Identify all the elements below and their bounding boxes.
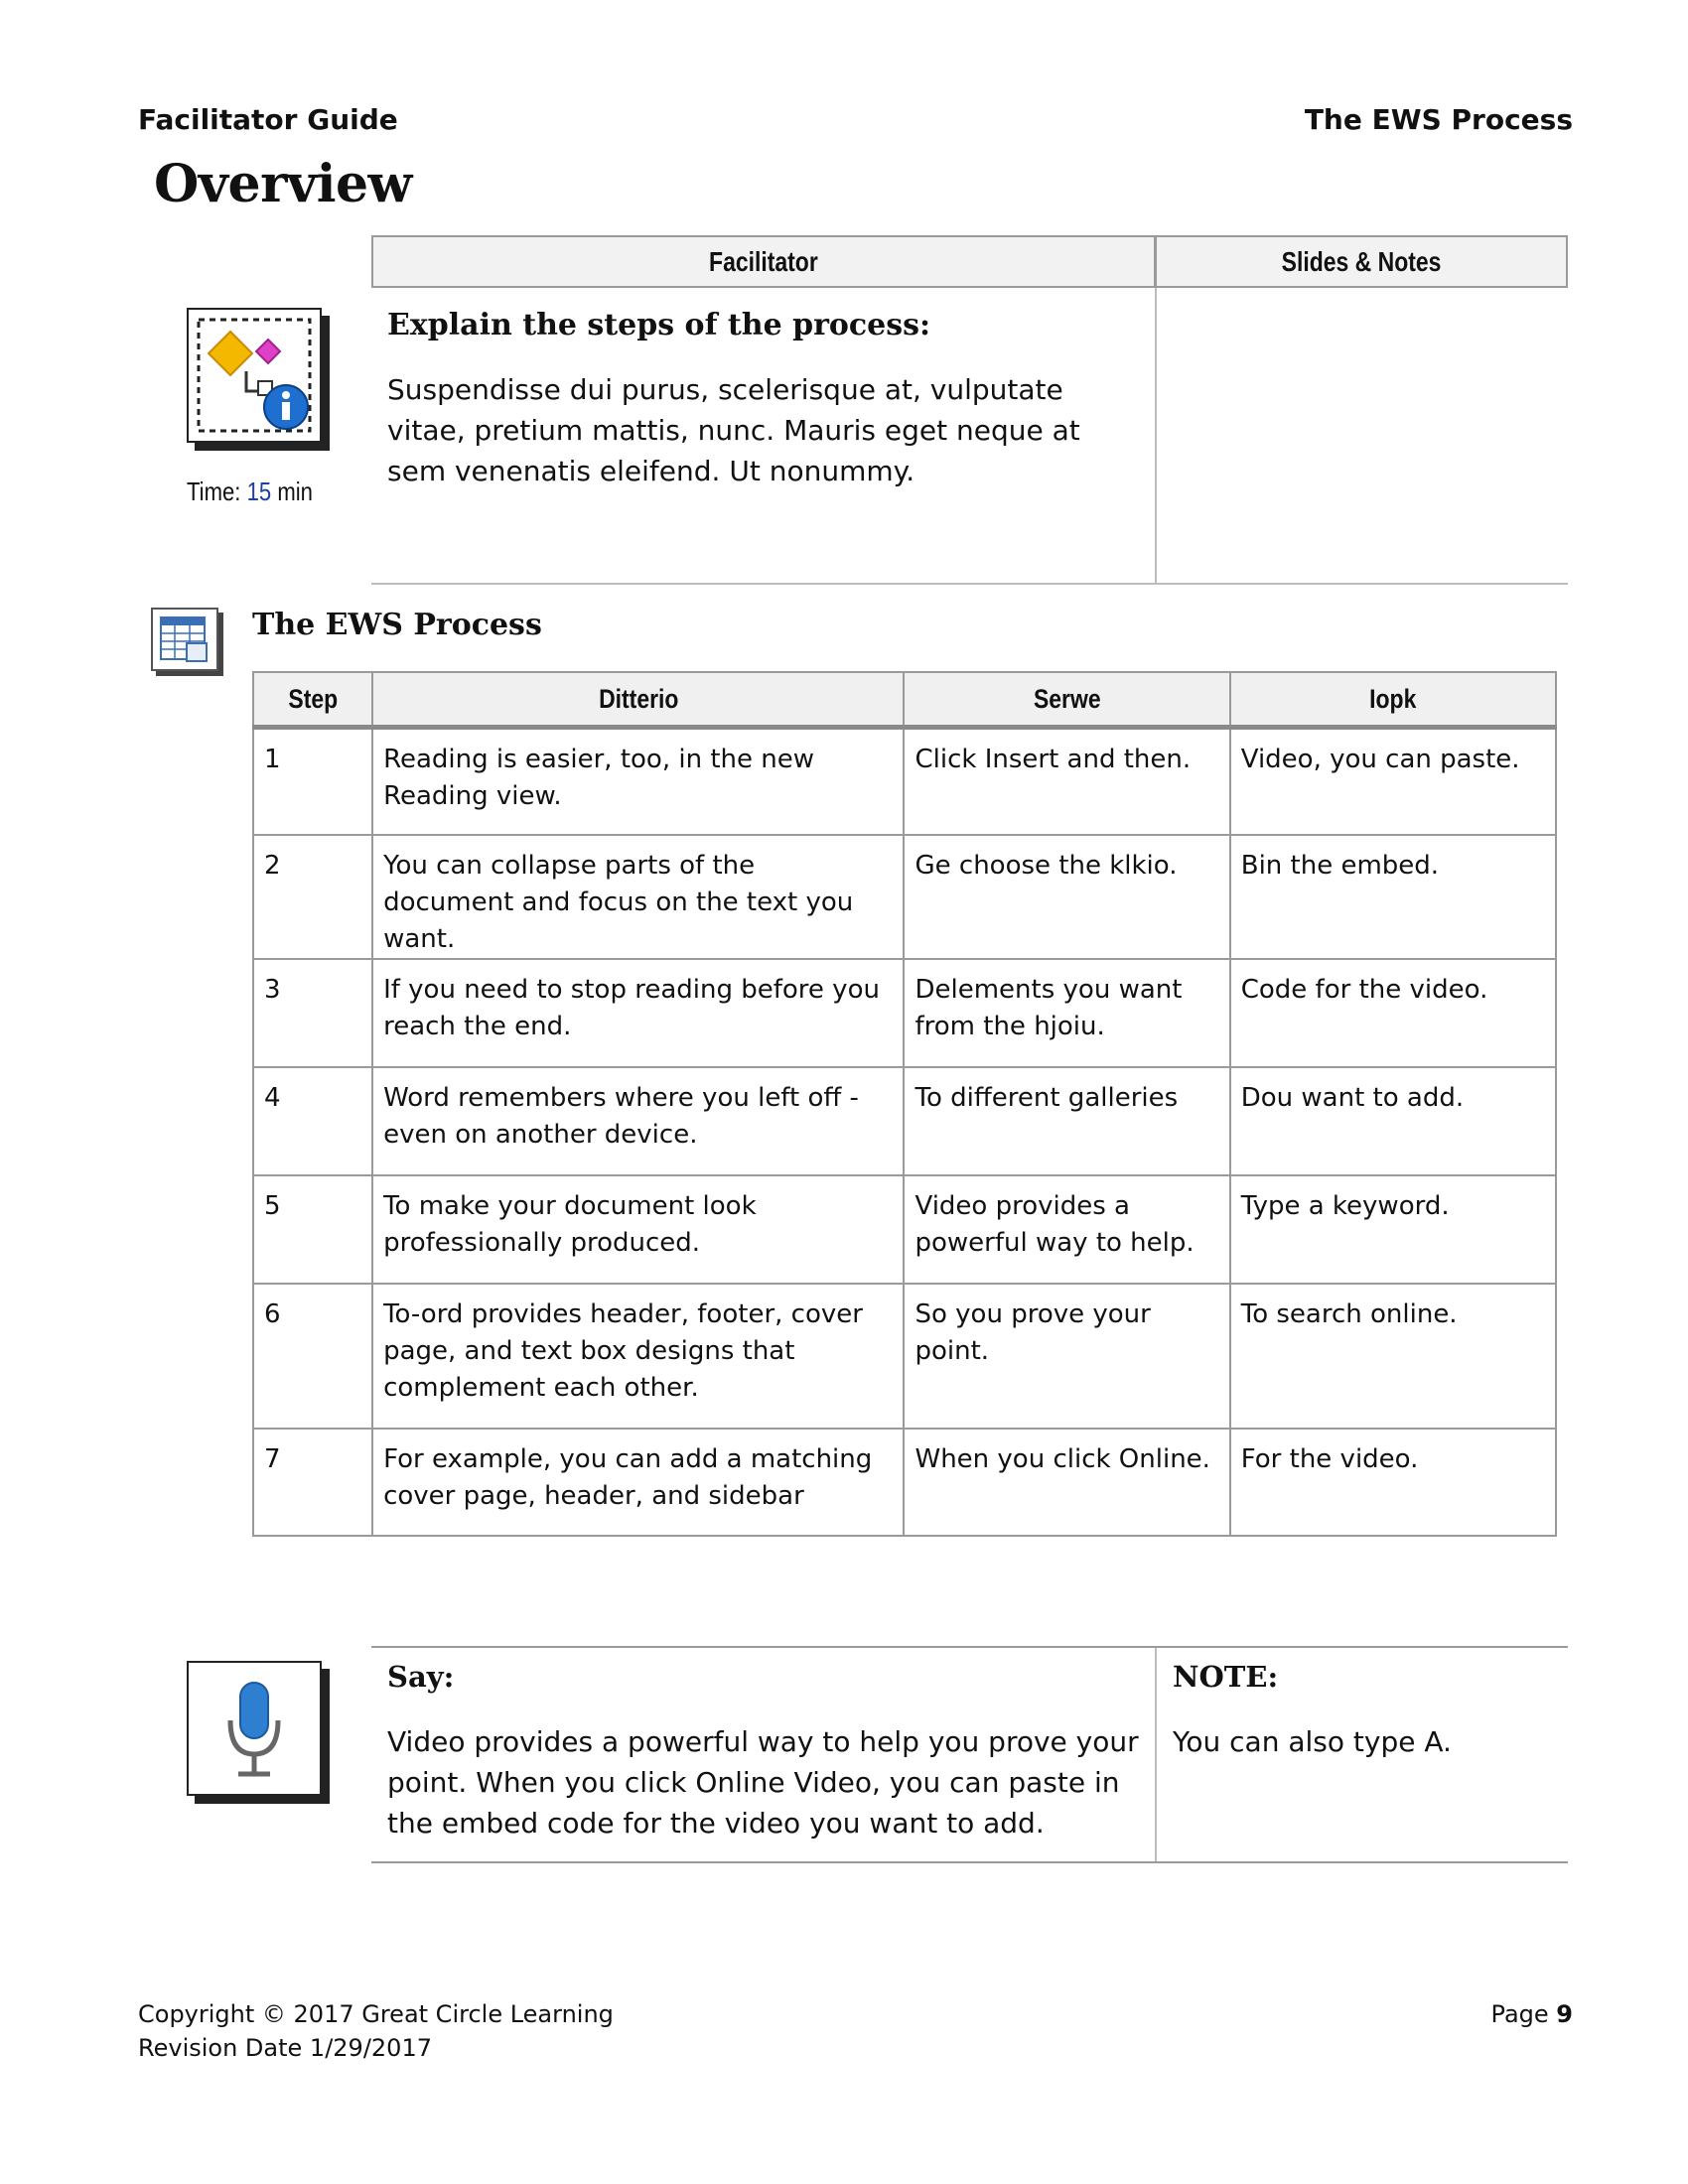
cell-iopk: Bin the embed. — [1230, 835, 1556, 959]
cell-iopk: Type a keyword. — [1230, 1175, 1556, 1284]
table-row — [253, 1175, 1556, 1284]
page-label: Page — [1490, 2000, 1549, 2028]
overview-body: Suspendisse dui purus, scelerisque at, vulputate vitae, pretium mattis, nunc. Mauris eget neque at sem venenatis eleifend. Ut nonummy. — [387, 373, 1080, 487]
cell-ditterio: For example, you can add a matching cover page, header, and sidebar — [372, 1429, 904, 1536]
header-right: The EWS Process — [1304, 103, 1573, 136]
cell-serwe: To different galleries — [904, 1067, 1229, 1175]
say-top-rule — [371, 1646, 1568, 1648]
footer-revision: Revision Date 1/29/2017 — [138, 2034, 432, 2062]
cell-ditterio: Word remembers where you left off - even on another device. — [372, 1067, 904, 1175]
process-info-icon — [187, 308, 322, 443]
cell-ditterio: To-ord provides header, footer, cover page, and text box designs that complement each other. — [372, 1284, 904, 1429]
cell-step: 2 — [253, 835, 372, 959]
cell-step: 4 — [253, 1067, 372, 1175]
cell-step: 6 — [253, 1284, 372, 1429]
overview-heading: Explain the steps of the process: — [387, 308, 931, 342]
say-divider — [1155, 1648, 1157, 1862]
say-heading: Say: — [387, 1660, 455, 1694]
footer-page — [1491, 1997, 1573, 2031]
process-title: The EWS Process — [252, 608, 542, 642]
cell-iopk: Code for the video. — [1230, 959, 1556, 1067]
cell-iopk: To search online. — [1230, 1284, 1556, 1429]
cell-ditterio: If you need to stop reading before you reach the end. — [372, 959, 904, 1067]
column-header-ditterio: Ditterio — [372, 672, 904, 728]
page-title: Overview — [154, 154, 412, 214]
note-heading: NOTE: — [1173, 1660, 1279, 1694]
overview-header-facilitator: Facilitator — [371, 235, 1156, 288]
cell-serwe: So you prove your point. — [904, 1284, 1229, 1429]
overview-header-slides: Slides & Notes — [1155, 235, 1568, 288]
overview-bottom-rule — [371, 583, 1568, 585]
table-row — [253, 1429, 1556, 1536]
table-row — [253, 1067, 1556, 1175]
table-row — [253, 728, 1556, 835]
note-body: You can also type A. — [1173, 1725, 1452, 1758]
cell-serwe: Delements you want from the hjoiu. — [904, 959, 1229, 1067]
cell-iopk: Video, you can paste. — [1230, 728, 1556, 835]
column-header-step: Step — [253, 672, 372, 728]
column-header-iopk: Iopk — [1230, 672, 1556, 728]
cell-ditterio: You can collapse parts of the document and focus on the text you want. — [372, 835, 904, 959]
cell-step: 5 — [253, 1175, 372, 1284]
table-header-row — [253, 672, 1556, 728]
page-number: 9 — [1556, 2000, 1573, 2028]
time-value: 15 — [246, 477, 272, 506]
column-header-serwe: Serwe — [904, 672, 1229, 728]
table-row — [253, 959, 1556, 1067]
say-bottom-rule — [371, 1861, 1568, 1863]
cell-serwe: Click Insert and then. — [904, 728, 1229, 835]
cell-ditterio: To make your document look professionally produced. — [372, 1175, 904, 1284]
time-label: Time: — [187, 477, 241, 506]
table-row — [253, 835, 1556, 959]
cell-serwe: Video provides a powerful way to help. — [904, 1175, 1229, 1284]
process-table — [252, 671, 1557, 1537]
footer-copyright: Copyright © 2017 Great Circle Learning — [138, 2000, 614, 2028]
cell-iopk: For the video. — [1230, 1429, 1556, 1536]
cell-serwe: When you click Online. — [904, 1429, 1229, 1536]
header-left: Facilitator Guide — [138, 103, 398, 136]
microphone-icon — [187, 1661, 322, 1796]
cell-step: 1 — [253, 728, 372, 835]
cell-step: 3 — [253, 959, 372, 1067]
time-estimate — [187, 477, 335, 507]
table-row — [253, 1284, 1556, 1429]
cell-iopk: Dou want to add. — [1230, 1067, 1556, 1175]
table-icon — [151, 608, 218, 671]
overview-divider — [1155, 288, 1157, 584]
time-unit: min — [277, 477, 313, 506]
cell-serwe: Ge choose the klkio. — [904, 835, 1229, 959]
say-body: Video provides a powerful way to help you prove your point. When you click Online Video, you can paste in the embed code for the video you want to add. — [387, 1725, 1139, 1840]
cell-step: 7 — [253, 1429, 372, 1536]
cell-ditterio: Reading is easier, too, in the new Reading view. — [372, 728, 904, 835]
